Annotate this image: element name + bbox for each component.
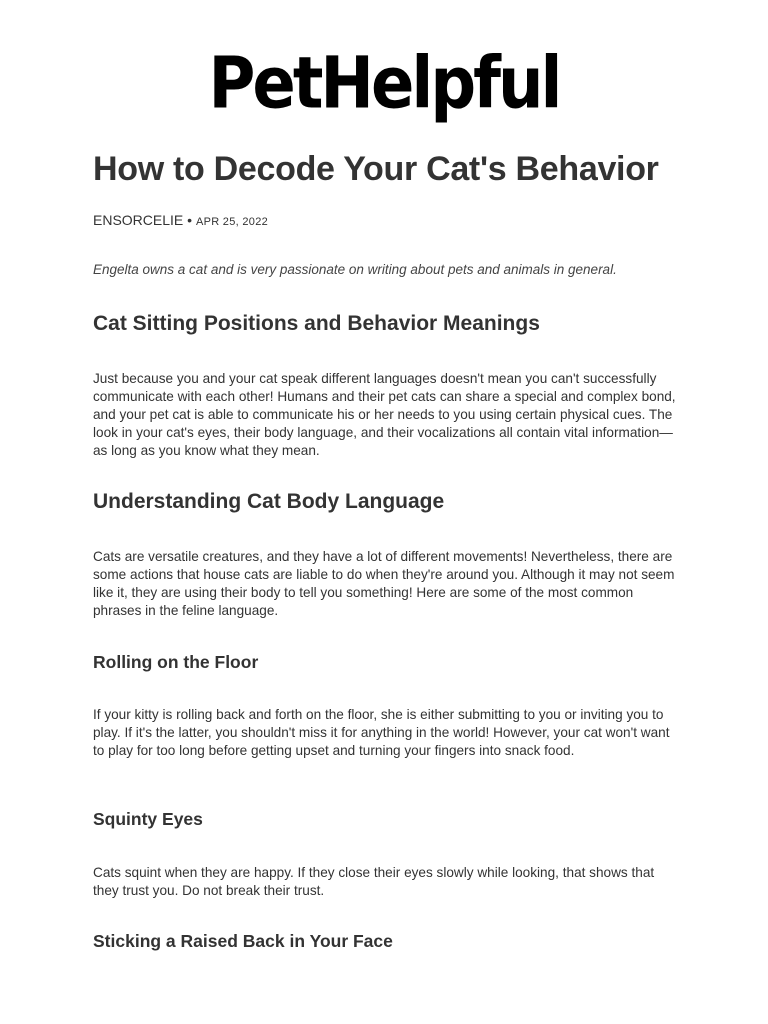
section-text-rolling: If your kitty is rolling back and forth on the floor, she is either submitting to you or inviting you to play. If it's the latter, you shouldn't miss it for anything in the world! However, your cat won't want to play for too long before getting upset and turning your fingers into snack food. [93, 707, 670, 758]
section-heading-squinty-eyes: Squinty Eyes [93, 809, 203, 829]
author-name[interactable]: ENSORCELIE [93, 212, 184, 228]
section-heading-raised-back: Sticking a Raised Back in Your Face [93, 931, 393, 951]
section-heading-sitting-positions: Cat Sitting Positions and Behavior Meanings [93, 312, 540, 335]
publish-date: APR 25, 2022 [195, 216, 269, 228]
section-heading-rolling: Rolling on the Floor [93, 652, 259, 672]
section-heading-body-language: Understanding Cat Body Language [93, 490, 445, 513]
section-text-squinty-eyes: Cats squint when they are happy. If they close their eyes slowly while looking, that shows that they trust you. Do not break their trust. [93, 865, 655, 898]
section-text-sitting-positions: Just because you and your cat speak different languages doesn't mean you can't successfully communicate with each other! Humans and their pet cats can share a special and complex bond, and your pet cat is able to communicate his or her needs to you using certain physical cues. The look in your cat's eyes, their body language, and their vocalizations all contain vital information—as long as you know what they mean. [93, 371, 676, 458]
byline-separator: • [183, 212, 196, 228]
pethelpful-logo[interactable] [208, 38, 560, 130]
section-text-body-language: Cats are versatile creatures, and they have a lot of different movements! Nevertheless, there are some actions that house cats are liable to do when they're around you. Although it may not seem like it, they are using their body to tell you something! Here are some of the most common phrases in the feline language. [93, 549, 675, 618]
byline [93, 212, 268, 228]
article-title: How to Decode Your Cat's Behavior [93, 150, 659, 188]
author-intro: Engelta owns a cat and is very passionate on writing about pets and animals in general. [93, 262, 617, 277]
logo-text: PetHelpful [208, 42, 560, 126]
